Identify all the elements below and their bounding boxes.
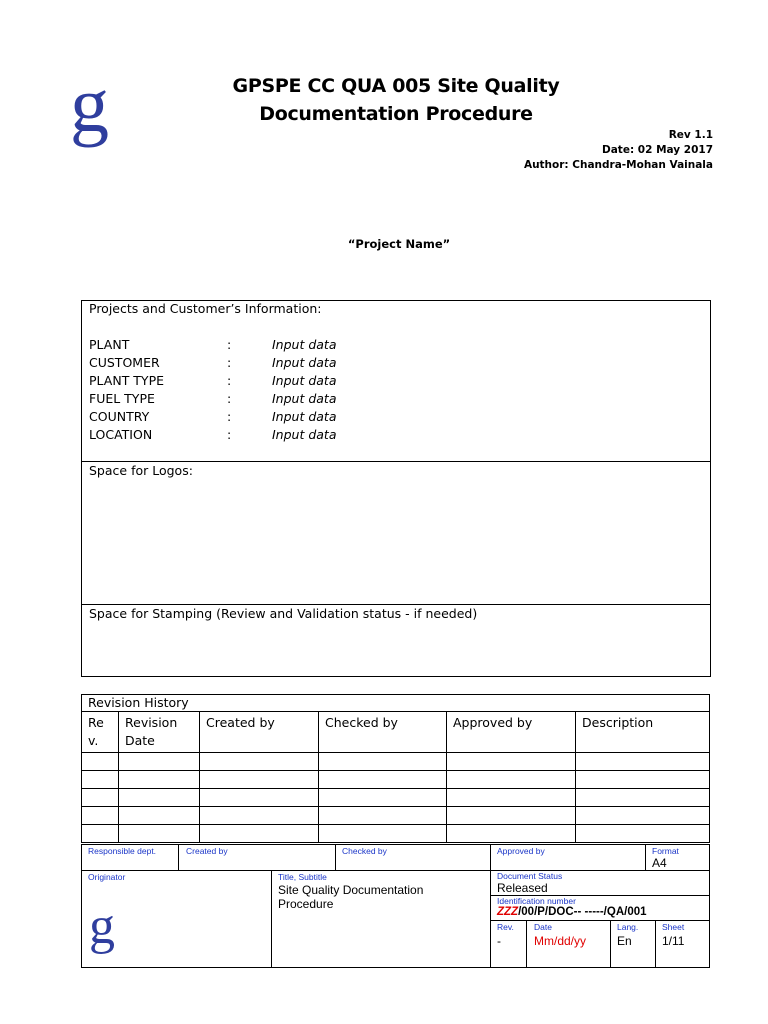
info-label: FUEL TYPE	[89, 391, 155, 406]
revision-history-table	[81, 694, 710, 843]
rev-label: Rev.	[497, 922, 514, 932]
date-cell	[526, 920, 611, 968]
info-box	[81, 300, 711, 677]
rev-header	[82, 712, 119, 753]
rev-header-line1: Re	[88, 715, 104, 730]
lang-value: En	[617, 934, 632, 948]
date-label-footer: Date	[534, 922, 552, 932]
info-colon: :	[227, 337, 232, 352]
info-value: Input data	[272, 355, 337, 370]
document-status-cell	[490, 870, 710, 896]
info-value: Input data	[272, 373, 337, 388]
rev-header-line2: v.	[88, 733, 99, 748]
title-line-1: GPSPE CC QUA 005 Site Quality	[232, 75, 560, 97]
revision-history-title: Revision History	[82, 695, 710, 712]
identification-number-value	[497, 906, 647, 918]
originator-label: Originator	[88, 872, 126, 882]
date-header-line1: Revision	[125, 715, 178, 730]
format-cell	[645, 844, 710, 871]
table-row	[82, 753, 710, 771]
format-label: Format	[652, 846, 679, 856]
project-name: “Project Name”	[347, 237, 451, 251]
created-by-label: Created by	[186, 846, 228, 856]
title-subtitle-label: Title, Subtitle	[278, 872, 327, 882]
divider	[82, 461, 710, 462]
approved-by-cell	[490, 844, 646, 871]
info-value: Input data	[272, 427, 337, 442]
checked-by-cell	[335, 844, 491, 871]
title-block	[81, 844, 710, 968]
info-label: COUNTRY	[89, 409, 150, 424]
identification-number-cell	[490, 895, 710, 921]
approved-by-label: Approved by	[497, 846, 545, 856]
lang-cell	[610, 920, 656, 968]
document-status-value: Released	[497, 881, 548, 895]
revision-label: Rev 1.1	[668, 129, 713, 141]
stamping-space-label: Space for Stamping (Review and Validation status - if needed)	[89, 606, 478, 621]
format-value: A4	[652, 856, 667, 870]
table-row	[82, 807, 710, 825]
checked-by-header: Checked by	[319, 712, 447, 753]
info-colon: :	[227, 373, 232, 388]
sheet-cell	[655, 920, 710, 968]
created-by-cell	[178, 844, 336, 871]
table-row	[82, 825, 710, 843]
logos-space-label: Space for Logos:	[89, 463, 193, 478]
title-value-line1: Site Quality Documentation	[278, 883, 424, 897]
sheet-value: 1/11	[662, 934, 685, 948]
info-colon: :	[227, 409, 232, 424]
title-cell	[271, 870, 491, 968]
table-row	[82, 771, 710, 789]
info-value: Input data	[272, 391, 337, 406]
responsible-dept-label: Responsible dept.	[88, 846, 157, 856]
info-label: LOCATION	[89, 427, 153, 442]
date-value-footer: Mm/dd/yy	[534, 934, 587, 948]
company-logo: g	[70, 61, 109, 148]
author-label: Author: Chandra-Mohan Vainala	[523, 159, 713, 171]
lang-label: Lang.	[617, 922, 639, 932]
info-label: CUSTOMER	[89, 355, 160, 370]
id-prefix: ZZZ	[497, 906, 519, 918]
date-label: Date: 02 May 2017	[602, 144, 713, 156]
company-logo-small: g	[89, 898, 115, 955]
info-colon: :	[227, 391, 232, 406]
revision-date-header	[119, 712, 200, 753]
checked-by-label: Checked by	[342, 846, 387, 856]
info-colon: :	[227, 355, 232, 370]
approved-by-header: Approved by	[447, 712, 576, 753]
document-title	[200, 72, 592, 128]
description-header: Description	[576, 712, 710, 753]
originator-cell	[81, 870, 272, 968]
id-rest: /00/P/DOC-- -----/QA/001	[518, 906, 647, 918]
title-value-line2: Procedure	[278, 897, 334, 911]
rev-cell	[490, 920, 527, 968]
document-status-label: Document Status	[497, 871, 563, 881]
info-heading: Projects and Customer’s Information:	[89, 301, 322, 316]
sheet-label: Sheet	[662, 922, 685, 932]
identification-number-label: Identification number	[497, 896, 576, 906]
date-header-line2: Date	[125, 733, 155, 748]
info-label: PLANT TYPE	[89, 373, 165, 388]
info-colon: :	[227, 427, 232, 442]
title-line-2: Documentation Procedure	[259, 103, 533, 125]
info-value: Input data	[272, 409, 337, 424]
created-by-header: Created by	[200, 712, 319, 753]
responsible-dept-cell	[81, 844, 179, 871]
table-row	[82, 789, 710, 807]
info-value: Input data	[272, 337, 337, 352]
divider	[82, 604, 710, 605]
info-label: PLANT	[89, 337, 130, 352]
rev-value: -	[497, 934, 501, 948]
